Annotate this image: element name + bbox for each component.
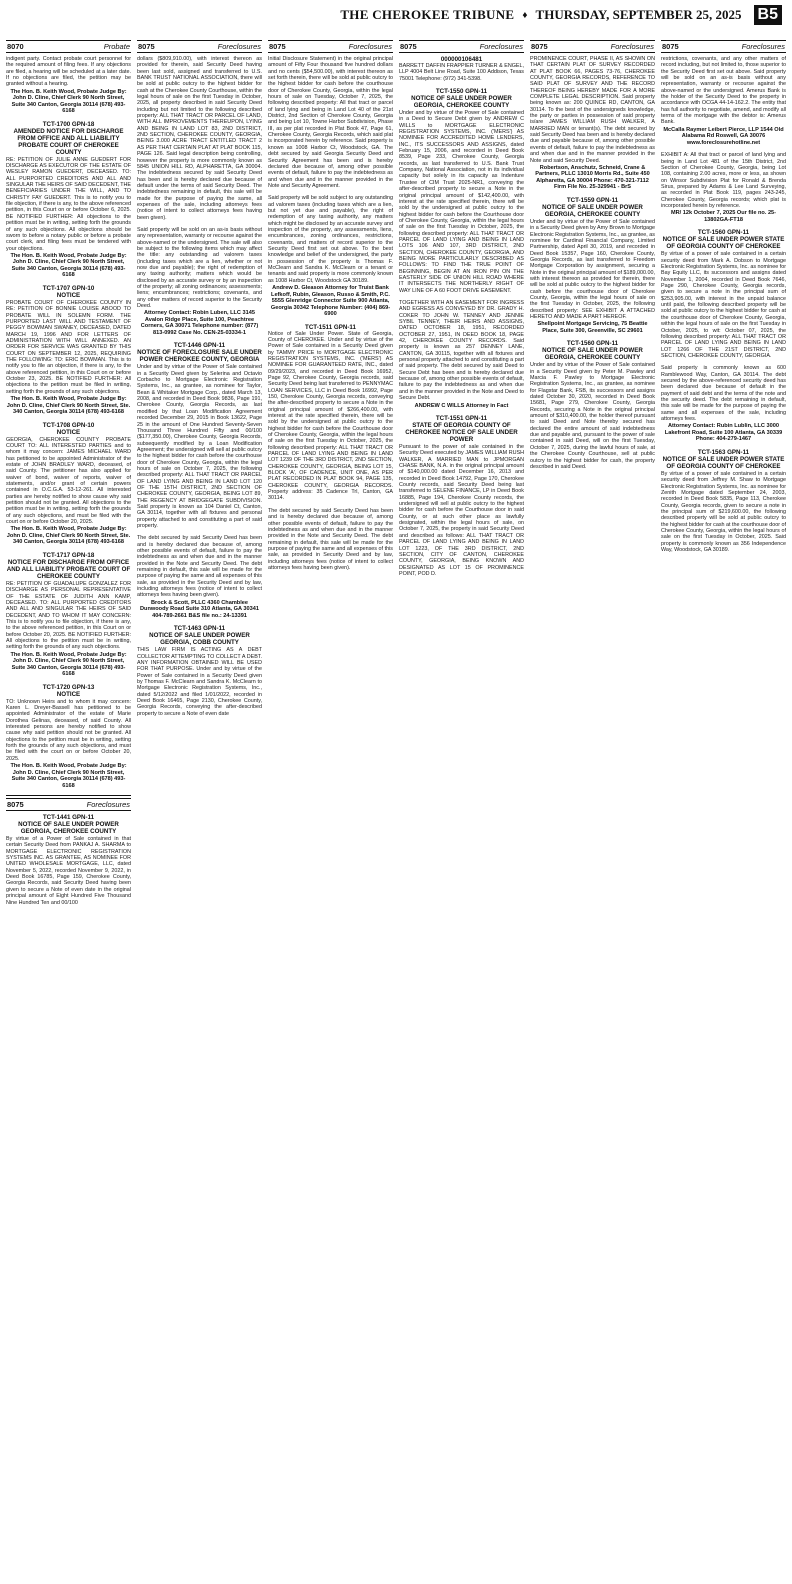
legal-notice xyxy=(661,152,786,223)
section-category: Probate xyxy=(103,42,130,51)
masthead xyxy=(0,0,792,30)
notice-title: NOTICE xyxy=(56,428,81,436)
legal-notice xyxy=(530,340,655,470)
legal-notice xyxy=(530,197,655,335)
notice-body: THIS LAW FIRM IS ACTING AS A DEBT COLLECTOR ATTEMPTING TO COLLECT A DEBT. ANY INFORMATION OBTAINED WILL BE USED FOR THAT PURPOSE. Under and by virtue of the Power of Sale contained in a Security Deed given by Thomas F. McClearn and Sandra K. McClearn to Mortgage Electronic Registration Systems, Inc., dated 5/12/2022 and filed 1/01/2022, recorded in Deed Book 16465, Page 2130, Cherokee County, Georgia Records, conveying the after-described property to secure a Note of even date xyxy=(137,647,262,717)
page-number: B5 xyxy=(754,5,782,25)
page-column xyxy=(137,40,262,1580)
notice-title: NOTICE xyxy=(56,690,81,698)
notice-body: Initial Disclosure Statement) in the original principal amount of Fifty Four thousand five hundred dollars and no cents ($54,500.00), with interest thereon as set forth therein, there will be sold at public outcry to the highest bidder for cash before the courthouse door of Cherokee County, Georgia, within the legal hours of sale on Tuesday, October 7, 2025, the following described property: All that tract or parcel of land lying and being in Land Lot 40 of the 21st District, 2nd Section of Cherokee County, Georgia and being Lot 10, Towne Harbor Subdivision, Phase III, as per plat recorded in Plat Book 47, Page 61, Cherokee County, Georgia Records, which said plat is incorporated herein by reference. Said property is known as 1008 Harbor Ct, Woodstock, GA. The debt secured by said Georgia Security Deed and Security Agreement has been and is hereby declared due because of, among other possible events of default, failure to pay the indebtedness as and when due and in the manner provided in the Note and Security Agreement. xyxy=(268,56,393,189)
paper-name: THE CHEROKEE TRIBUNE xyxy=(340,7,515,22)
legal-notice xyxy=(268,324,393,502)
legal-notice xyxy=(399,300,524,409)
notice-body: TO: Unknown Heirs and to whom it may concern: Karen L. Dreyer-Bassell has petitioned to be appointed Administrator of the estate of Marie Dorothea Gelinas, deceased, of said County. All interested persons are hereby notified to show cause why said petition should not be granted. All objections to the petition must be in writing, setting forth the grounds of any such objections, and must be filed with the court on or before October 20, 2025. xyxy=(6,698,131,762)
section-category: Foreclosures xyxy=(86,800,130,810)
section-header xyxy=(530,40,655,53)
notice-id: TCT-1550 GPN-11 xyxy=(435,88,488,96)
notice-id: TCT-1560 GPN-11 xyxy=(697,229,750,237)
section-number: 8075 xyxy=(662,42,679,51)
notice-signature: Shellpoint Mortgage Servicing, 75 Beattie Place, Suite 300, Greenville, SC 29601 xyxy=(537,321,648,334)
notice-title: NOTICE OF SALE UNDER POWER GEORGIA, CHEROKEE COUNTY xyxy=(542,203,643,218)
notice-signature: McCalla Raymer Leibert Pierce, LLP 1544 Old Alabama Rd Roswell, GA 30076 www.foreclosurehotline.net xyxy=(663,126,784,146)
legal-notice xyxy=(137,56,262,221)
notice-body: PROMINENCE COURT, PHASE II, AS SHOWN ON THAT CERTAIN PLAT OF SURVEY RECORDED AT PLAT BOOK 66, PAGES 73-76, CHEROKEE COUNTY, GEORGIA RECORDS, REFERENCE TO SAID PLAT OF SURVEY AND THE RECORD THEREOF BEING HEREBY MADE FOR A MORE COMPLETE LEGAL DESCRIPTION. Said property being known as: 200 QUINCE RD, CANTON, GA 30114. To the best of the undersigneds knowledge, the party or parties in possession of said property is/are JAMES WILLIAM RUSH WALKER, A MARRIED MAN or tenant(s). The debt secured by said Security Deed has been and is hereby declared due and payable because of, among other possible events of default, failure to pay the indebtedness as and when due and in the manner provided in the Note and said Security Deed. xyxy=(530,56,655,164)
notice-body: Said property will be sold subject to any outstanding ad valorem taxes (including taxes which are a lien, but not yet due and payable), the right of redemption of any taxing authority, any matters which might be disclosed by an accurate survey and inspection of the property, any assessments, liens, encumbrances, zoning ordinances, restrictions, covenants, and matters of record superior to the Security Deed first set out above. To the best knowledge and belief of the undersigned, the party in possession of the property is Thomas F. McClearn and Sandra K. McClearn or a tenant or tenants and said property is more commonly known as 1008 Harbor Ct, Woodstock GA 30189. xyxy=(268,195,393,284)
section-category: Foreclosures xyxy=(479,42,523,51)
notice-signature: MR/ 12k October 7, 2025 Our file no. 25-13802GA-FT18 xyxy=(670,210,777,223)
legal-notice xyxy=(137,625,262,717)
notice-id: TCT-1560 GPN-11 xyxy=(566,340,619,348)
notice-title: NOTICE OF SALE UNDER POWER STATE OF GEORGIA COUNTY OF CHEROKEE xyxy=(662,236,785,251)
notice-id: TCT-1707 GPN-10 xyxy=(42,284,95,292)
notice-signature: The Hon. B. Keith Wood, Probate Judge By: John D. Cline, Chief Clerk 90 North Street, Suite 340 Canton, Georgia 30114 (678) 493-6168 xyxy=(10,763,127,789)
section-category: Foreclosures xyxy=(217,42,261,51)
legal-notice xyxy=(268,56,393,189)
page-column xyxy=(399,40,524,1580)
notice-signature: The Hon. B. Keith Wood, Probate Judge By: John D. Cline, Chief Clerk 90 North Street, Suite 340 Canton, Georgia 30114 (678) 493-6168 xyxy=(10,651,127,678)
section-divider xyxy=(6,795,131,796)
notice-body: Said property is commonly known as 600 Ramblewood Way, Canton, GA 30114. The debt secured by the above-referenced security deed has been declared due because of default in the payment of said debt and the terms of the note and the security deed. The debt remaining in default, this sale will be made for the purpose of paying the same and all expenses of the sale, including attorneys fees. xyxy=(661,365,786,422)
section-category: Foreclosures xyxy=(610,42,654,51)
notice-id: TCT-1708 GPN-10 xyxy=(42,421,95,429)
section-header xyxy=(661,40,786,53)
section-header xyxy=(6,798,131,811)
notice-body: Pursuant to the power of sale contained in the Security Deed executed by JAMES WILLIAM RUSH WALKER, A MARRIED MAN to JPMORGAN CHASE BANK, N.A. in the original principal amount of $140,000.00 dated December 16, 2013 and recorded in Deed Book 14792, Page 170, Cherokee County records, said Security Deed being last transferred to SELENE FINANCE, LP in Deed Book 16885, Page 194, Cherokee County records, the undersigned will sell at public outcry to the highest bidder for cash before the Courthouse door in said County, or at such other place as lawfully designated, within the legal hours of sale, on October 7, 2025, the property in said Security Deed and described as follows: ALL THAT TRACT OR PARCEL OF LAND LYING AND BEING IN LAND LOT 1223, OF THE 3RD DISTRICT, 2ND SECTION, CITY OF CANTON, CHEROKEE COUNTY, GEORGIA, BEING KNOWN AND DESIGNATED AS LOT 15 OF PROMINENCE POINT, POD D. xyxy=(399,444,524,577)
notice-title: NOTICE OF SALE UNDER POWER GEORGIA, CHEROKEE COUNTY xyxy=(542,347,643,362)
page-column xyxy=(661,40,786,1580)
notice-id: TCT-1463 GPN-11 xyxy=(173,625,226,633)
section-category: Foreclosures xyxy=(348,42,392,51)
legal-notice xyxy=(6,684,131,789)
legal-notice xyxy=(137,342,262,529)
notice-columns xyxy=(6,40,786,1580)
legal-notice xyxy=(137,227,262,336)
notice-signature: Attorney Contact: Rubin Lublin, LLC 3000 Lakefront Road, Suite 100 Atlanta, GA 30339 Phone: 404-279-1467 xyxy=(664,423,783,443)
section-header xyxy=(399,40,524,53)
notice-title: NOTICE OF SALE UNDER POWER GEORGIA, CHEROKEE COUNTY xyxy=(18,821,119,836)
legal-notice xyxy=(6,56,131,115)
legal-notice xyxy=(6,285,131,416)
section-number: 8075 xyxy=(269,42,286,51)
notice-id: TCT-1441 GPN-11 xyxy=(42,814,95,822)
notice-id: TCT-1720 GPN-13 xyxy=(42,683,95,691)
notice-signature: Attorney Contact: Robin Luben, LLC 3145 Avalon Ridge Place, Suite 100, Peachtree Corners, GA 30071 Telephone number: (877) 813-0992 Case No. CEN-25-03334-1 xyxy=(140,310,259,336)
notice-body: GEORGIA, CHEROKEE COUNTY PROBATE COURT TO: ALL INTERESTED PARTIES and to whom it may concern: JAMES MICHAEL WARD has petitioned to be appointed Administrator of the estate of JOHN BRADLEY WARD, deceased, of said County. The petitioner has also applied for waiver of bond, waiver of reports, waiver of statements, and/or grant of certain powers contained in O.C.G.A. 53-12-261. All interested parties are hereby notified to show cause why said petition should not be granted. All objections to the petition must be in writing, setting forth the grounds of any such objections, and must be filed with the court on or before October 20, 2025. xyxy=(6,436,131,525)
section-header xyxy=(268,40,393,53)
notice-signature: The Hon. B. Keith Wood, Probate Judge By: John D. Cline, Chief Clerk 90 North Street, Ste. 340 Canton, Georgia 30114 (678) 493-6168 xyxy=(6,396,131,416)
notice-body: EXHIBIT A: All that tract or parcel of land lying and being in Land Lot 481 of the 15th District, 2nd Section of Cherokee County, Georgia, being Lot 108, containing 2.00 acres, more or less, as shown on Winsor Subdivision Plat for Ronald & Brenda Sirus, prepared by Adams & Lee Land Surveying, as recorded in Plat Book 119, pages 243-245, Cherokee County, Georgia records; which plat is incorporated herein by reference. xyxy=(661,152,786,210)
notice-body: By virtue of a Power of Sale contained in that certain Security Deed from PANKAJ A. SHARMA to MORTGAGE ELECTRONIC REGISTRATION SYSTEMS INC. AS GRANTEE, AS NOMINEE FOR UNITED WHOLESALE MORTGAGE, LLC, dated November 5, 2022, recorded November 9, 2022, in Deed Book 16785, Page 159, Cherokee County, Georgia Records, said Security Deed having been given to secure a Note of even date in the original principal amount of Eight Hundred Five Thousand Nine Hundred Ten and 00/100 xyxy=(6,836,131,906)
notice-title: NOTICE OF SALE UNDER POWER GEORGIA, COBB COUNTY xyxy=(149,632,250,647)
notice-signature: The Hon. B. Keith Wood, Probate Judge By: John D. Cline, Chief Clerk 90 North Street, Ste. 340 Canton, Georgia 30114 (678) 493-6168 xyxy=(6,526,131,546)
notice-body: BARRETT DAFFIN FRAPPIER TURNER & ENGEL, LLP 4004 Belt Line Road, Suite 100 Addison, Texas 75001 Telephone: (972) 341-5398. xyxy=(399,63,524,82)
notice-signature: The Hon. B. Keith Wood, Probate Judge By: John D. Cline, Chief Clerk 90 North Street, Suite 340 Canton, Georgia 30114 (678) 493-6168 xyxy=(10,88,127,115)
legal-notice xyxy=(399,88,524,294)
notice-body: Under and by virtue of the Power of Sale contained in a Deed to Secure Debt given by ANDREW C WILLS to MORTGAGE ELECTRONIC REGISTRATION SYSTEMS, INC. ('MERS') AS NOMINEE FOR ACCREDITED HOME LENDERS, INC., ITS SUCCESSORS AND ASSIGNS, dated February 15, 2006, and recorded in Deed Book 8539, Page 233, Cherokee County, Georgia records, as last transferred to U.S. Bank Trust Company, National Association, not in its individual capacity but solely in its capacity as Indenture Trustee of CIM Trust 2025-NR1, conveying the after-described property to secure a Note in the original principal amount of $142,400.00, with interest at the rate specified therein, there will be sold by the undersigned at public outcry to the highest bidder for cash before the Courthouse door of Cherokee County, Georgia, within the legal hours of sale on the first Tuesday in October, 2025, the following described property: ALL THAT TRACT OR PARCEL OF LAND LYING AND BEING IN LAND LOTS 106 AND 107, 3RD DISTRICT, 2ND SECTION, CHEROKEE COUNTY, GEORGIA, AND BEING MORE PARTICULARLY DESCRIBED AS FOLLOWS: TO FIND THE TRUE POINT OF BEGINNING, BEGIN AT AN IRON PIN ON THE EASTERLY SIDE OF UNION HILL ROAD WHERE IT INTERSECTS THE NORTHERLY RIGHT OF WAY LINE OF A 60 FOOT DRIVE EASEMENT. xyxy=(399,110,524,294)
notice-body: TOGETHER WITH AN EASEMENT FOR INGRESS AND EGRESS AS CONVEYED BY DR. GRADY H. COKER TO JOHN W. TENNEY AND JENNIE SYBIL TENNEY, THEIR HEIRS AND ASSIGNS, DATED OCTOBER 18, 1951, RECORDED OCTOBER 27, 1951, IN DEED BOOK 18, PAGE 42, CHEROKEE COUNTY RECORDS. Said property is known as 257 DENNEY LANE, CANTON, GA 30115, together with all fixtures and personal property attached to and constituting a part of said property. The debt secured by said Deed to Secure Debt has been and is hereby declared due because of, among other possible events of default, failure to pay the indebtedness as and when due and in the manner provided in the Note and Deed to Secure Debt. xyxy=(399,300,524,402)
notice-body: The debt secured by said Security Deed has been and is hereby declared due because of, among other possible events of default, failure to pay the indebtedness as and when due and in the manner provided in the Note and Security Deed. The debt remaining in default, this sale will be made for the purpose of paying the same and all expenses of this sale, as provided in Security Deed and by law, including attorneys fees (notice of intent to collect attorneys fees having been given). xyxy=(268,507,393,571)
notice-body: RE: PETITION OF JULIE ANNE GUEDERT FOR DISCHARGE AS EXECUTOR OF THE ESTATE OF WESLEY RAMON GUEDERT, DECEASED. TO: ALL PURPORTED CREDITORS AND ALL AND SINGULAR THE HEIRS OF SAID DECEDENT, THE BENEFICIARIES UNDER THE WILL, AND TO CHRISTY FAY GUEDERT. This is to notify you to file objection, if there is any, to the above referenced petition, in this Court on or before October 6, 2025. BE NOTIFIED FURTHER: All objections to the petition must be in writing, setting forth the grounds of any such objections. All objections should be sworn to before a notary public or before a probate court clerk, and filing fees must be tendered with your objections. xyxy=(6,156,131,252)
legal-notice xyxy=(399,415,524,577)
notice-title: NOTICE xyxy=(56,291,81,299)
legal-notice xyxy=(6,121,131,279)
notice-signature: Brock & Scott, PLLC 4360 Chamblee Dunwoody Road Suite 310 Atlanta, GA 30341 404-789-2661 B&S file no.: 24-13391 xyxy=(140,599,259,619)
legal-notice xyxy=(399,56,524,82)
legal-notice xyxy=(6,552,131,678)
notice-body: RE: PETITION OF GUADALUPE GONZALEZ FOR DISCHARGE AS PERSONAL REPRESENTATIVE OF THE ESTATE OF JUDITH ANN KAMP, DECEASED. TO: ALL PURPORTED CREDITORS AND ALL AND SINGULAR THE HEIRS OF SAID DECEDENT, AND TO WHOM IT MAY CONCERN: This is to notify you to file objection, if there is any, to the above referenced petition, in this Court on or before October 20, 2025. BE NOTIFIED FURTHER: All objections to the petition must be in writing, setting forth the grounds of any such objections. xyxy=(6,580,131,651)
section-number: 8070 xyxy=(7,42,24,51)
notice-id: TCT-1563 GPN-11 xyxy=(697,448,750,456)
notice-body: The debt secured by said Security Deed has been and is hereby declared due because of, among other possible events of default, failure to pay the indebtedness as and when due and in the manner provided in the Note and Security Deed. The debt remaining in default, this sale will be made for the purpose of paying the same and all expenses of this sale, as provided in the Security Deed and by law, including attorneys fees (notice of intent to collect attorneys fees having been given). xyxy=(137,535,262,599)
legal-notice xyxy=(661,56,786,146)
notice-body: Under and by virtue of the Power of Sale contained in a Security Deed given by Selerina and Octavio Corbacho to Mortgage Electronic Registration Systems, Inc., as grantee, as nominee for Taylor, Bean & Whitaker Mortgage Corp., dated March 13, 2008, and recorded in Deed Book 9836, Page 191, Cherokee County, Georgia Records, as last modified by that Loan Modification Agreement recorded December 29, 2015 in Book 13622, Page 25 in the amount of One Hundred Seventy-Seven Thousand Three Hundred Fifty and 00/100 ($177,350.00), Cherokee County, Georgia Records, subsequently modified by a Loan Modification Agreement; the undersigned will sell at public outcry to the highest bidder for cash before the courthouse door of Cherokee County, Georgia, within the legal hours of sale on October 7, 2025, the following described property: ALL THAT TRACT OR PARCEL OF LAND LYING AND BEING IN LAND LOT 120 OF THE 15TH DISTRICT, 2ND SECTION OF CHEROKEE COUNTY, GEORGIA, BEING LOT 89, THE REGENCY AT BRIDGEGATE SUBDIVISION. Said property is known as 104 Daniel Ct, Canton, GA 30114, together with all fixtures and personal property attached to and constituting a part of said property. xyxy=(137,364,262,529)
notice-body: indigent party. Contact probate court personnel for the required amount of filing fees. If any objections are filed, a hearing will be scheduled at a later date. If no objections are filed, the petition may be granted without a hearing. xyxy=(6,56,131,88)
notice-id: TCT-1551 GPN-11 xyxy=(435,415,488,422)
legal-notice xyxy=(661,365,786,443)
notice-id: TCT-1511 GPN-11 xyxy=(305,323,356,331)
notice-body: Said property will be sold on an as-is basis without any representation, warranty or recourse against the above-named or the undersigned. The sale will also be subject to the following items which may affect the title: any outstanding ad valorem taxes (including taxes which are a lien, whether or not now due and payable); the right of redemption of any taxing authority; matters which would be disclosed by an accurate survey or by an inspection of the property; all zoning ordinances; assessments; liens; encumbrances; restrictions; covenants, and any other matters of record superior to the Security Deed. xyxy=(137,226,262,310)
notice-signature: The Hon. B. Keith Wood, Probate Judge By: John D. Cline, Chief Clerk 90 North Street, Suite 340 Canton, Georgia 30114 (678) 493-6168 xyxy=(10,252,127,279)
legal-notice xyxy=(661,229,786,359)
notice-id: TCT-1559 GPN-11 xyxy=(566,196,619,204)
legal-notice xyxy=(6,422,131,546)
legal-notice xyxy=(661,449,786,553)
section-number: 8075 xyxy=(531,42,548,51)
legal-notice xyxy=(268,195,393,317)
legal-notice xyxy=(530,56,655,191)
notice-body: Under and by virtue of the Power of Sale contained in a Security Deed given by Peter M. Pawley and Marcia F. Pawley to Mortgage Electronic Registration Systems, Inc., as grantee, as nominee for Flagstar Bank, FSB, its successors and assigns dated October 30, 2020, recorded in Deed Book 15681, Page 279, Cherokee County, Georgia Records, securing a Note in the original principal amount of $310,400.00, the holder thereof pursuant to said Deed and Note thereby secured has declared the entire amount of said indebtedness due and payable and, pursuant to the power of sale contained in said Deed, will on the first Tuesday, October 7, 2025, during the lawful hours of sale, at the Cherokee County Courthouse, sell at public outcry to the highest bidder for cash, the property described in said Deed. xyxy=(530,362,655,470)
notice-id: TCT-1700 GPN-18 xyxy=(42,120,95,128)
page-column xyxy=(268,40,393,1580)
notice-signature: ANDREW C WILLS Attorney in Fact xyxy=(414,402,509,409)
section-number: 8075 xyxy=(400,42,417,51)
page-column xyxy=(530,40,655,1580)
notice-title: NOTICE OF SALE UNDER POWER STATE OF GEORGIA COUNTY OF CHEROKEE xyxy=(662,455,785,470)
page-column xyxy=(6,40,131,1580)
notice-id: 000000106481 xyxy=(440,56,483,63)
notice-signature: Andrew D. Gleason Attorney for Truist Bank Lefkoff, Rubin, Gleason, Russo & Smith, P.C. 5555 Glenridge Connector Suite 900 Atlanta, Georgia 30342 Telephone Number: (404) 869-6900 xyxy=(270,285,391,318)
notice-title: NOTICE FOR DISCHARGE FROM OFFICE AND ALL LIABILITY PROBATE COURT OF CHEROKEE COUNTY xyxy=(6,558,131,580)
notice-title: STATE OF GEORGIA COUNTY OF CHEROKEE NOTICE OF SALE UNDER POWER xyxy=(405,422,518,443)
notice-body: By virtue of a power of sale contained in a certain security deed from Mark A. Dobson to Mortgage Electronic Registration Systems, Inc. as nominee for Bay Equity LLC, its successors and assigns dated November 1, 2004, recorded in Deed Book 7646, Page 290, Cherokee County, Georgia records, given to secure a note in the principal sum of $253,905.00, with interest in the unpaid balance until paid, the following described property will be sold at public outcry to the highest bidder for cash at the courthouse door of Cherokee County, Georgia, within the legal hours of sale on the first Tuesday in October, 2025, to wit: October 07, 2025, the following described property: ALL THAT TRACT OR PARCEL OF LAND LYING AND BEING IN LAND LOT 1266 OF THE 21ST DISTRICT, 2ND SECTION, CHEROKEE COUNTY, GEORGIA. xyxy=(661,251,786,359)
issue-date: THURSDAY, SEPTEMBER 25, 2025 xyxy=(535,7,742,22)
section-category: Foreclosures xyxy=(741,42,785,51)
diamond-separator-icon: ♦ xyxy=(522,9,528,21)
legal-notice xyxy=(268,508,393,571)
notice-title: AMENDED NOTICE FOR DISCHARGE FROM OFFICE AND ALL LIABILITY PROBATE COURT OF CHEROKEE COUNTY xyxy=(13,127,124,156)
notice-body: dollars ($809,910.00), with interest thereon as provided for therein, said Security Deed having been last sold, assigned and transferred to U.S. BANK TRUST NATIONAL ASSOCIATION, there will be sold at public outcry to the highest bidder for cash at the Cherokee County Courthouse, within the legal hours of sale on the first Tuesday in October, 2025, all property described in said Security Deed including but not limited to the following described property: ALL THAT TRACT OR PARCEL OF LAND, WITH ALL IMPROVEMENTS THEREUPON, LYING AND BEING IN LAND LOT 83, 2ND DISTRICT, 2ND SECTION, CHEROKEE COUNTY, GEORGIA, BEING 3.000 ACRE TRACT ENTITLED TRACT 2 AS PER THAT CERTAIN PLAT AT PLAT BOOK 115, PAGE 126. Said legal description being controlling, however the property is more commonly known as 5845 UNION HILL RD, ALPHARETTA, GA 30004. The indebtedness secured by said Security Deed has been and is hereby declared due because of default under the terms of said Security Deed. The indebtedness remaining in default, this sale will be made for the purpose of paying the same, all expenses of the sale, including attorneys fees (notice of intent to collect attorneys fees having been given). xyxy=(137,56,262,221)
section-number: 8075 xyxy=(7,800,24,810)
notice-id: TCT-1717 GPN-18 xyxy=(42,551,95,559)
section-header xyxy=(137,40,262,53)
section-number: 8075 xyxy=(138,42,155,51)
notice-body: By virtue of a power of sale contained in a certain security deed from Jeffrey M. Shaw to Mortgage Electronic Registration Systems, Inc. as nominee for Zenith Mortgage dated September 24, 2003, recorded in Deed Book 5835, Page 113, Cherokee County, Georgia records, given to secure a note in the principal sum of $219,600.00, the following described property will be sold at public outcry to the highest bidder for cash at the courthouse door of Cherokee County, Georgia, within the legal hours of sale on the first Tuesday in October, 2025. Said property is commonly known as 356 Independence Way, Woodstock, GA 30189. xyxy=(661,470,786,553)
notice-title: NOTICE OF SALE UNDER POWER GEORGIA, CHEROKEE COUNTY xyxy=(411,95,512,110)
notice-body: PROBATE COURT OF CHEROKEE COUNTY IN RE: PETITION OF BONNIE LOUISE ABOOD TO PROBATE WILL IN SOLEMN FORM. THE PURPORTED LAST WILL AND TESTAMENT OF PEGGY BOWMAN SWANEY, DECEASED, DATED MARCH 19, 1996 AND FOR LETTERS OF ADMINISTRATION WITH WILL ANNEXED. AN ORDER FOR SERVICE WAS GRANTED BY THIS COURT ON SEPTEMBER 12, 2025, REQUIRING THE FOLLOWING: TO: ERIC BOWMAN. This is to notify you to file an objection, if there is any, to the above referenced petition, in this Court on or before October 23, 2025. BE NOTIFIED FURTHER: All objections to the petition must be filed in writing, setting forth the grounds of any such objections. xyxy=(6,299,131,395)
notice-title: NOTICE OF FORECLOSURE SALE UNDER POWER CHEROKEE COUNTY, GEORGIA xyxy=(137,349,262,364)
section-header xyxy=(6,40,131,53)
legal-notice xyxy=(6,814,131,906)
notice-body: restrictions, covenants, and any other matters of record including, but not limited to, those superior to the Security Deed first set out above. Said property will be sold on an as-is basis without any representation, warranty or recourse against the above-named or the undersigned. Amerus Bank is the holder of the Security Deed to the property in accordance with OCGA 44-14-162.2. The entity that has full authority to negotiate, amend, and modify all terms of the mortgage with the debtor is: Amerus Bank. xyxy=(661,56,786,126)
notice-body: Notice of Sale Under Power. State of Georgia, County of CHEROKEE. Under and by virtue of the Power of Sale contained in a Security Deed given by TAMMY PRICE to MORTGAGE ELECTRONIC REGISTRATION SYSTEMS, INC. ('MERS') AS NOMINEE FOR GUARANTEED RATE, INC., dated 09/29/2023, and recorded in Deed Book 16952, Page 92, Cherokee County, Georgia records, said Security Deed being last transferred to PENNYMAC LOAN SERVICES, LLC in Deed Book 16992, Page 150, Cherokee County, Georgia records, conveying the after-described property to secure a Note in the original principal amount of $266,400.00, with interest at the rate specified therein, there will be sold by the undersigned at public outcry to the highest bidder for cash before the Courthouse door of Cherokee County, Georgia, within the legal hours of sale on the first Tuesday in October, 2025, the following described property: ALL THAT TRACT OR PARCEL OF LAND LYING AND BEING IN LAND LOT 1239 OF THE 3RD DISTRICT, 2ND SECTION, CHEROKEE COUNTY, GEORGIA, BEING LOT 15, BLOCK 'A', OF CADENCE, UNIT ONE, AS PER PLAT RECORDED IN PLAT BOOK 94, PAGE 135, CHEROKEE COUNTY, GEORGIA RECORDS. Property address: 35 Cadence Trl, Canton, GA 30114. xyxy=(268,330,393,502)
notice-body: Under and by virtue of the Power of Sale contained in a Security Deed given by Amy Brown to Mortgage Electronic Registration Systems, Inc., as grantee, as nominee for Cardinal Financial Company, Limited Partnership, dated April 30, 2019, and recorded in Deed Book 15357, Page 160, Cherokee County, Georgia Records, as last transferred to Freedom Mortgage Corporation by assignment, securing a Note in the original principal amount of $189,000.00, with interest thereon as provided for therein, there will be sold at public outcry to the highest bidder for cash before the courthouse door of Cherokee County, Georgia, within the legal hours of sale on the first Tuesday in October, 2025, the following described property: SEE EXHIBIT A ATTACHED HERETO AND MADE A PART HEREOF. xyxy=(530,218,655,320)
legal-notice xyxy=(137,535,262,619)
notice-signature: Robertson, Anschutz, Schneid, Crane & Partners, PLLC 13010 Morris Rd., Suite 450 Alpharetta, GA 30004 Phone: 470-321-7112 Firm File No. 25-329941 - BrS xyxy=(535,164,650,191)
notice-id: TCT-1446 GPN-11 xyxy=(173,342,226,350)
